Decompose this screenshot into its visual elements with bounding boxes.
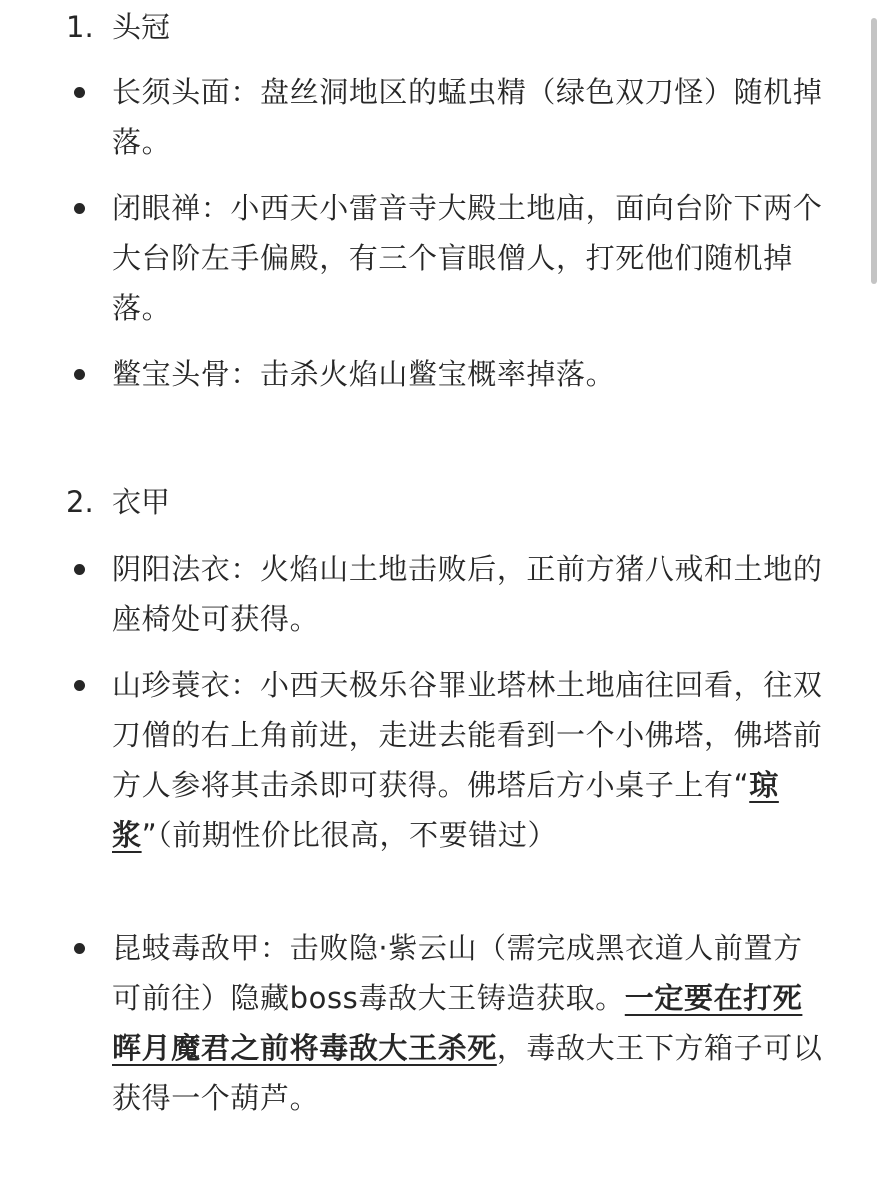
item-description: 击败隐·紫云山（需完成黑衣道人前置方可前往）隐藏boss毒敌大王铸造获取。 [112,931,803,1015]
item-name: 阴阳法衣 [112,552,231,586]
list-item-text [112,349,830,399]
list-item-text [112,544,830,644]
highlight-text: 一定要在打死晖月魔君之前将毒敌大王杀死 [112,981,803,1065]
item-description-tail: ，毒敌大王下方箱子可以获得一个葫芦。 [112,1031,823,1115]
section-heading-armor [66,477,170,527]
list-item-text [112,67,830,167]
bullet-icon [74,680,85,691]
list-item-text [112,660,830,860]
bullet-icon [74,203,85,214]
item-separator: ： [200,191,231,225]
list-item-text [112,923,830,1123]
item-description: 击杀火焰山鳖宝概率掉落。 [260,357,616,391]
item-description-tail: ”（前期性价比很高，不要错过） [141,818,558,852]
bullet-icon [74,564,85,575]
vertical-scrollbar[interactable] [871,18,877,284]
item-description: 盘丝洞地区的蜢虫精（绿色双刀怪）随机掉落。 [112,75,823,159]
item-separator: ： [230,75,261,109]
item-name: 闭眼禅 [112,191,201,225]
item-separator: ： [230,668,261,702]
list-item [68,923,838,1123]
item-name: 山珍蓑衣 [112,668,231,702]
list-item [68,544,838,644]
bullet-icon [74,369,85,380]
item-description: 小西天极乐谷罪业塔林土地庙往回看，往双刀僧的右上角前进，走进去能看到一个小佛塔，佛塔前方人参将其击杀即可获得。佛塔后方小桌子上有“ [112,668,823,802]
list-item [68,67,838,167]
section-title: 头冠 [112,10,171,44]
section-number: 1. [66,10,94,44]
bullet-icon [74,87,85,98]
item-description: 小西天小雷音寺大殿土地庙，面向台阶下两个大台阶左手偏殿，有三个盲眼僧人，打死他们随机掉落。 [112,191,823,325]
item-name: 昆蚑毒敌甲 [112,931,261,965]
highlight-text: 琼浆 [112,768,779,852]
item-name: 长须头面 [112,75,231,109]
list-item [68,183,838,333]
list-item [68,349,838,399]
item-separator: ： [230,357,261,391]
item-name: 鳖宝头骨 [112,357,231,391]
bullet-icon [74,943,85,954]
section-heading-headgear [66,2,170,52]
list-item-text [112,183,830,333]
section-title: 衣甲 [112,485,171,519]
item-description: 火焰山土地击败后，正前方猪八戒和土地的座椅处可获得。 [112,552,823,636]
item-separator: ： [260,931,290,965]
item-separator: ： [230,552,261,586]
section-number: 2. [66,485,94,519]
list-item [68,660,838,860]
